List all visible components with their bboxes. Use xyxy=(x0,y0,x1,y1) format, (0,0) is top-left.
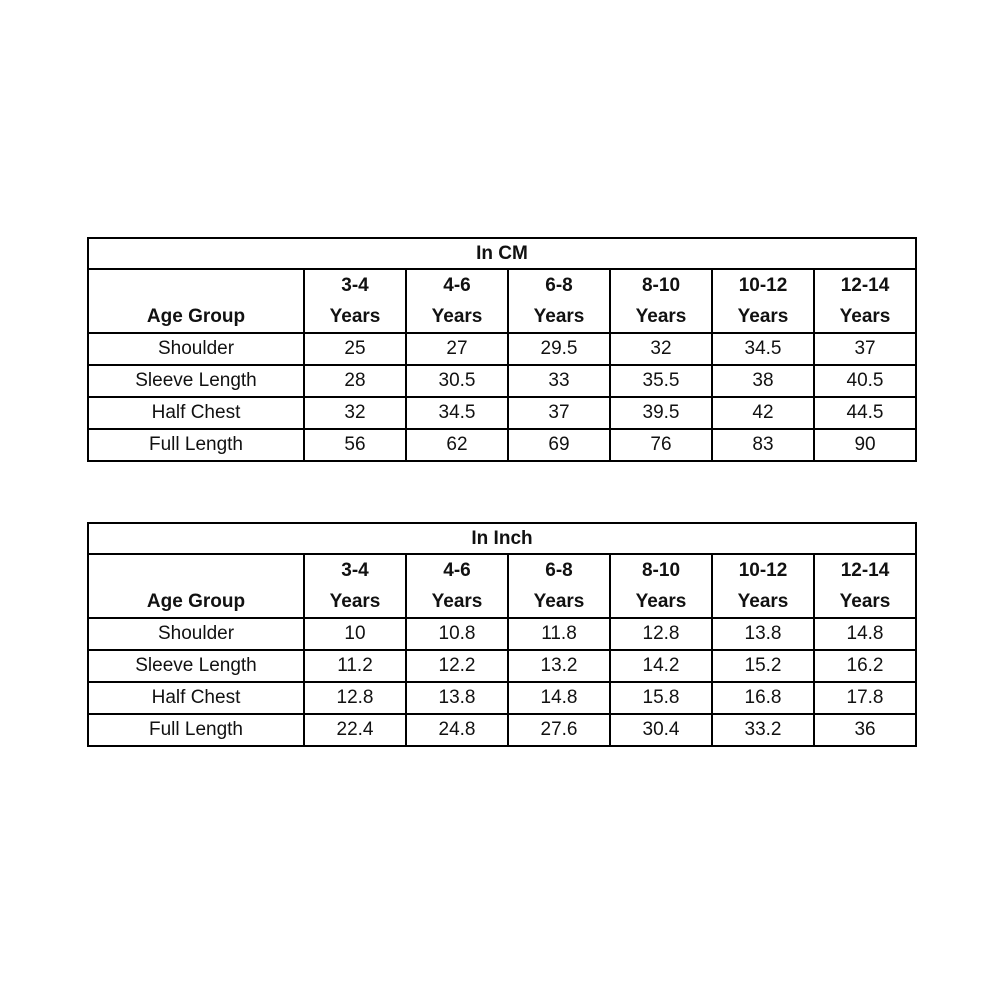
column-header xyxy=(814,269,916,333)
cell-value: 90 xyxy=(814,429,916,461)
cell-value: 22.4 xyxy=(304,714,406,746)
table-row xyxy=(88,650,916,682)
cell-value: 11.2 xyxy=(304,650,406,682)
cell-value: 83 xyxy=(712,429,814,461)
cell-value: 40.5 xyxy=(814,365,916,397)
cell-value: 32 xyxy=(304,397,406,429)
cell-value: 14.8 xyxy=(508,682,610,714)
table-title: In Inch xyxy=(88,523,916,554)
cell-value: 16.8 xyxy=(712,682,814,714)
cell-value: 24.8 xyxy=(406,714,508,746)
cell-value: 32 xyxy=(610,333,712,365)
cell-value: 36 xyxy=(814,714,916,746)
age-range: 8-10 xyxy=(641,275,681,296)
cell-value: 33.2 xyxy=(712,714,814,746)
cell-value: 17.8 xyxy=(814,682,916,714)
cell-value: 44.5 xyxy=(814,397,916,429)
table-row xyxy=(88,429,916,461)
column-header xyxy=(712,554,814,618)
age-unit: Years xyxy=(839,591,891,612)
age-range: 12-14 xyxy=(840,275,890,296)
column-header xyxy=(712,269,814,333)
table-row xyxy=(88,714,916,746)
cell-value: 76 xyxy=(610,429,712,461)
cell-value: 39.5 xyxy=(610,397,712,429)
cell-value: 15.8 xyxy=(610,682,712,714)
cell-value: 34.5 xyxy=(712,333,814,365)
cell-value: 27 xyxy=(406,333,508,365)
column-header xyxy=(406,554,508,618)
cell-value: 38 xyxy=(712,365,814,397)
table-row xyxy=(88,397,916,429)
age-unit: Years xyxy=(329,591,381,612)
cell-value: 35.5 xyxy=(610,365,712,397)
row-label: Shoulder xyxy=(88,618,304,650)
table-title-row xyxy=(88,523,916,554)
cell-value: 15.2 xyxy=(712,650,814,682)
cell-value: 56 xyxy=(304,429,406,461)
cell-value: 14.8 xyxy=(814,618,916,650)
cell-value: 62 xyxy=(406,429,508,461)
cell-value: 34.5 xyxy=(406,397,508,429)
cell-value: 42 xyxy=(712,397,814,429)
column-header xyxy=(304,554,406,618)
age-unit: Years xyxy=(737,306,789,327)
age-range: 4-6 xyxy=(443,275,471,296)
cell-value: 10 xyxy=(304,618,406,650)
age-unit: Years xyxy=(329,306,381,327)
column-header xyxy=(406,269,508,333)
column-header xyxy=(814,554,916,618)
row-label: Full Length xyxy=(88,429,304,461)
age-unit: Years xyxy=(635,591,687,612)
cell-value: 28 xyxy=(304,365,406,397)
column-header xyxy=(508,554,610,618)
cell-value: 33 xyxy=(508,365,610,397)
table-title: In CM xyxy=(88,238,916,269)
age-unit: Years xyxy=(431,306,483,327)
column-header xyxy=(508,269,610,333)
age-range: 6-8 xyxy=(545,560,573,581)
cell-value: 14.2 xyxy=(610,650,712,682)
table-row xyxy=(88,365,916,397)
cell-value: 25 xyxy=(304,333,406,365)
column-header xyxy=(610,269,712,333)
cell-value: 12.8 xyxy=(304,682,406,714)
row-label: Half Chest xyxy=(88,397,304,429)
cell-value: 37 xyxy=(814,333,916,365)
row-label: Shoulder xyxy=(88,333,304,365)
age-range: 6-8 xyxy=(545,275,573,296)
age-unit: Years xyxy=(431,591,483,612)
age-range: 12-14 xyxy=(840,560,890,581)
cell-value: 13.8 xyxy=(712,618,814,650)
row-label: Sleeve Length xyxy=(88,650,304,682)
cell-value: 37 xyxy=(508,397,610,429)
size-table-cm xyxy=(87,237,917,462)
age-range: 3-4 xyxy=(341,275,369,296)
age-range: 10-12 xyxy=(738,560,788,581)
cell-value: 10.8 xyxy=(406,618,508,650)
table-header-row xyxy=(88,269,916,333)
cell-value: 27.6 xyxy=(508,714,610,746)
cell-value: 13.8 xyxy=(406,682,508,714)
age-unit: Years xyxy=(839,306,891,327)
table-row xyxy=(88,682,916,714)
cell-value: 13.2 xyxy=(508,650,610,682)
age-range: 8-10 xyxy=(641,560,681,581)
cell-value: 69 xyxy=(508,429,610,461)
age-range: 4-6 xyxy=(443,560,471,581)
row-label: Sleeve Length xyxy=(88,365,304,397)
age-range: 3-4 xyxy=(341,560,369,581)
row-label: Full Length xyxy=(88,714,304,746)
size-table-inch xyxy=(87,522,917,747)
column-header xyxy=(304,269,406,333)
age-unit: Years xyxy=(635,306,687,327)
age-group-header: Age Group xyxy=(88,554,304,618)
age-unit: Years xyxy=(533,591,585,612)
age-unit: Years xyxy=(737,591,789,612)
table-title-row xyxy=(88,238,916,269)
column-header xyxy=(610,554,712,618)
table-row xyxy=(88,618,916,650)
cell-value: 12.2 xyxy=(406,650,508,682)
cell-value: 16.2 xyxy=(814,650,916,682)
age-unit: Years xyxy=(533,306,585,327)
cell-value: 30.5 xyxy=(406,365,508,397)
cell-value: 12.8 xyxy=(610,618,712,650)
table-header-row xyxy=(88,554,916,618)
cell-value: 30.4 xyxy=(610,714,712,746)
age-range: 10-12 xyxy=(738,275,788,296)
row-label: Half Chest xyxy=(88,682,304,714)
age-group-header: Age Group xyxy=(88,269,304,333)
cell-value: 11.8 xyxy=(508,618,610,650)
cell-value: 29.5 xyxy=(508,333,610,365)
table-row xyxy=(88,333,916,365)
